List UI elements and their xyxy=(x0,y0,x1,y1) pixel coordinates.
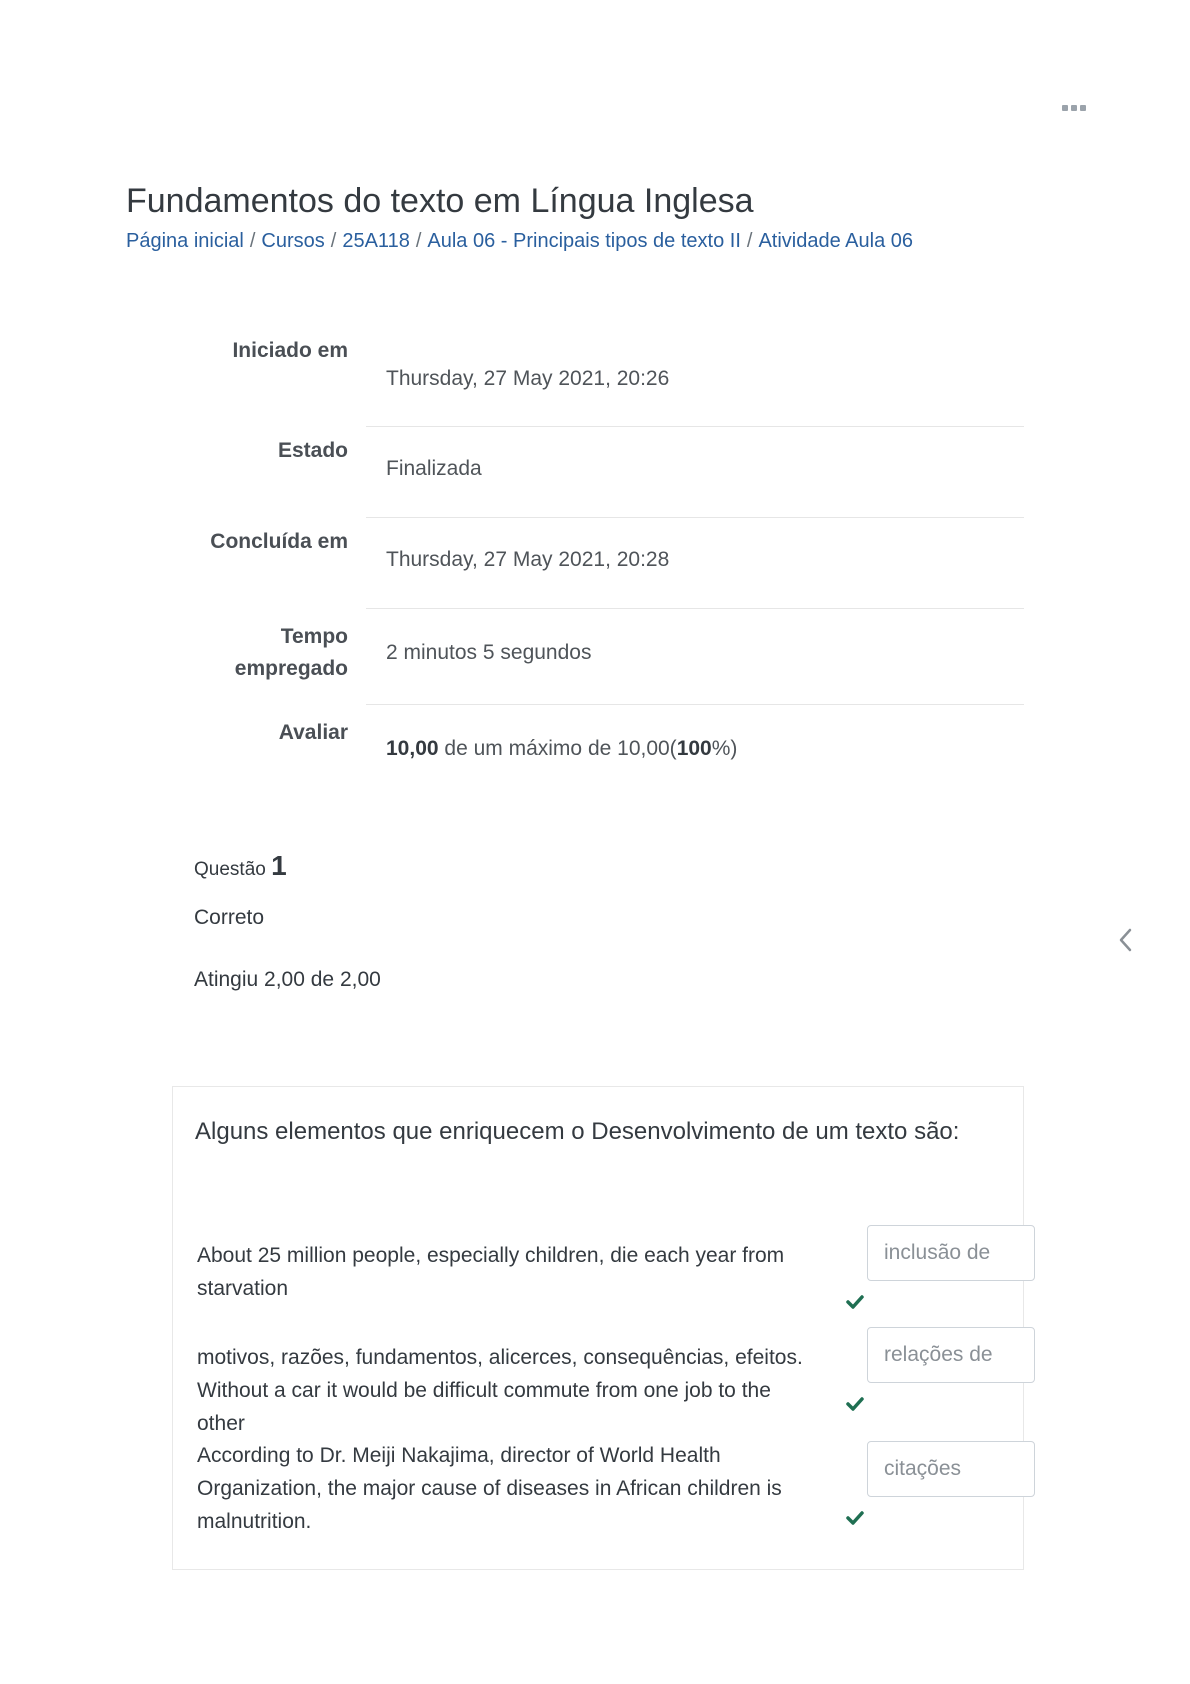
check-icon xyxy=(845,1293,865,1311)
breadcrumb-separator: / xyxy=(415,230,422,252)
question-state: Correto xyxy=(194,906,265,929)
breadcrumb-item-course-code[interactable]: 25A118 xyxy=(342,230,410,252)
question-number xyxy=(194,850,381,882)
completed-label: Concluída em xyxy=(210,530,348,553)
grade-percent: 100 xyxy=(676,737,712,760)
time-label-line1: Tempo xyxy=(280,625,348,648)
breadcrumb-separator: / xyxy=(746,230,753,252)
question-number-value: 1 xyxy=(271,850,287,881)
breadcrumb-separator: / xyxy=(330,230,337,252)
breadcrumb-item-courses[interactable]: Cursos xyxy=(261,230,325,252)
time-value: 2 minutos 5 segundos xyxy=(366,609,1024,705)
check-icon xyxy=(845,1509,865,1527)
attempt-summary xyxy=(126,335,1024,795)
match-prompt: motivos, razões, fundamentos, alicerces, consequências, efeitos. Without a car it would be difficult commute from one job to the other xyxy=(197,1346,803,1435)
time-label-line2: empregado xyxy=(234,657,348,680)
grade-score: 10,00 xyxy=(386,737,439,760)
grade-max: de um máximo de 10,00( xyxy=(438,737,677,760)
chevron-left-icon[interactable] xyxy=(1114,925,1138,955)
summary-row-started xyxy=(126,335,1024,427)
state-value: Finalizada xyxy=(366,427,1024,518)
grade-value xyxy=(366,705,1024,795)
breadcrumb-separator: / xyxy=(249,230,256,252)
answer-select[interactable]: relações de xyxy=(867,1327,1035,1383)
question-content xyxy=(172,1086,1024,1570)
started-label: Iniciado em xyxy=(232,339,348,362)
summary-row-state xyxy=(126,427,1024,518)
time-label xyxy=(126,609,366,705)
match-prompt: According to Dr. Meiji Nakajima, director of World Health Organization, the major cause of diseases in African children is malnutrition. xyxy=(197,1444,782,1533)
question-text: Alguns elementos que enriquecem o Desenvolvimento de um texto são: xyxy=(195,1118,960,1145)
breadcrumb-item-lesson[interactable]: Aula 06 - Principais tipos de texto II xyxy=(427,230,741,252)
answer-select[interactable]: inclusão de xyxy=(867,1225,1035,1281)
answer-select[interactable]: citações xyxy=(867,1441,1035,1497)
summary-row-completed xyxy=(126,518,1024,609)
summary-row-time xyxy=(126,609,1024,705)
question-grade: Atingiu 2,00 de 2,00 xyxy=(194,968,381,991)
state-label: Estado xyxy=(277,439,348,462)
grade-label: Avaliar xyxy=(278,721,348,744)
check-icon xyxy=(845,1395,865,1413)
breadcrumb-item-activity[interactable]: Atividade Aula 06 xyxy=(758,230,914,252)
question-label: Questão xyxy=(194,859,266,880)
breadcrumb-item-home[interactable]: Página inicial xyxy=(126,230,244,252)
completed-value: Thursday, 27 May 2021, 20:28 xyxy=(366,518,1024,609)
ellipsis-icon[interactable] xyxy=(1062,98,1088,118)
summary-row-grade xyxy=(126,705,1024,795)
breadcrumb xyxy=(126,230,913,253)
grade-percent-suffix: %) xyxy=(711,737,738,760)
match-prompt: About 25 million people, especially children, die each year from starvation xyxy=(197,1244,785,1300)
question-info xyxy=(194,850,381,992)
page-title: Fundamentos do texto em Língua Inglesa xyxy=(126,182,754,220)
started-value: Thursday, 27 May 2021, 20:26 xyxy=(366,335,1024,427)
